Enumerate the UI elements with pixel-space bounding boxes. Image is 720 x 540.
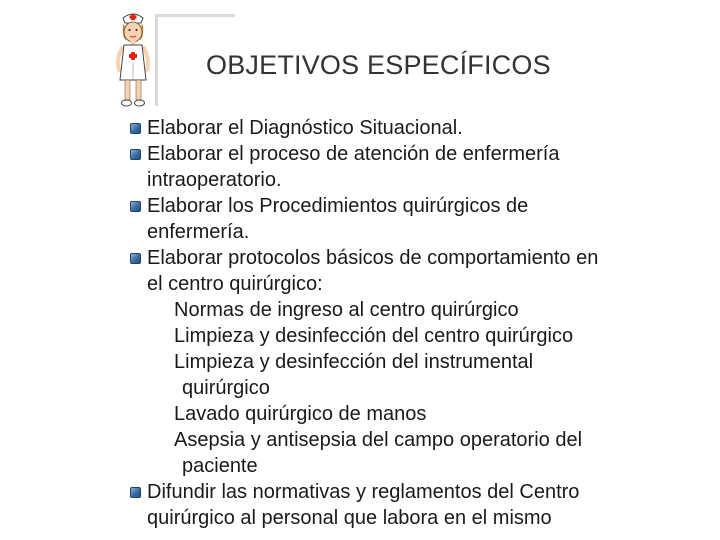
- list-item-text: Elaborar protocolos básicos de comportamiento en: [147, 247, 599, 269]
- decorative-frame-horizontal: [155, 14, 235, 17]
- list-item-text: Elaborar el proceso de atención de enfermería: [147, 143, 560, 165]
- sub-list-item: [174, 297, 718, 323]
- square-bullet-icon: [130, 201, 141, 212]
- list-item: [128, 141, 718, 193]
- list-item-text-continued: intraoperatorio.: [147, 169, 282, 191]
- sub-list-item: [174, 323, 718, 349]
- sub-list-item-text: Limpieza y desinfección del centro quirúrgico: [174, 325, 574, 347]
- list-item-text-continued: quirúrgico al personal que labora en el mismo: [147, 507, 552, 529]
- square-bullet-icon: [130, 253, 141, 264]
- sub-list-item-text-continued: quirúrgico: [182, 377, 270, 399]
- sub-list-item-text: Limpieza y desinfección del instrumental: [174, 351, 534, 373]
- square-bullet-icon: [130, 149, 141, 160]
- list-item-text-continued: el centro quirúrgico:: [147, 273, 323, 295]
- square-bullet-icon: [130, 487, 141, 498]
- list-item-text-continued: enfermería.: [147, 221, 250, 243]
- list-item: [128, 193, 718, 245]
- list-item-text: Elaborar el Diagnóstico Situacional.: [147, 117, 463, 139]
- nurse-clipart-icon: [108, 8, 158, 110]
- sub-list-item: [174, 401, 718, 427]
- sub-list-item: [174, 427, 718, 479]
- sub-list-item-text-continued: paciente: [182, 455, 258, 477]
- objectives-list: [128, 115, 718, 531]
- page-title: OBJETIVOS ESPECÍFICOS: [206, 50, 551, 80]
- square-bullet-icon: [130, 123, 141, 134]
- list-item: [128, 245, 718, 297]
- list-item: [128, 479, 718, 531]
- list-item-text: Elaborar los Procedimientos quirúrgicos de: [147, 195, 529, 217]
- sub-list-item-text: Asepsia y antisepsia del campo operatorio del: [174, 429, 583, 451]
- sub-list-item-text: Normas de ingreso al centro quirúrgico: [174, 299, 519, 321]
- protocols-sublist: [128, 297, 718, 479]
- list-item: [128, 115, 718, 141]
- sub-list-item: [174, 349, 718, 401]
- list-item-text: Difundir las normativas y reglamentos del Centro: [147, 481, 580, 503]
- sub-list-item-text: Lavado quirúrgico de manos: [174, 403, 427, 425]
